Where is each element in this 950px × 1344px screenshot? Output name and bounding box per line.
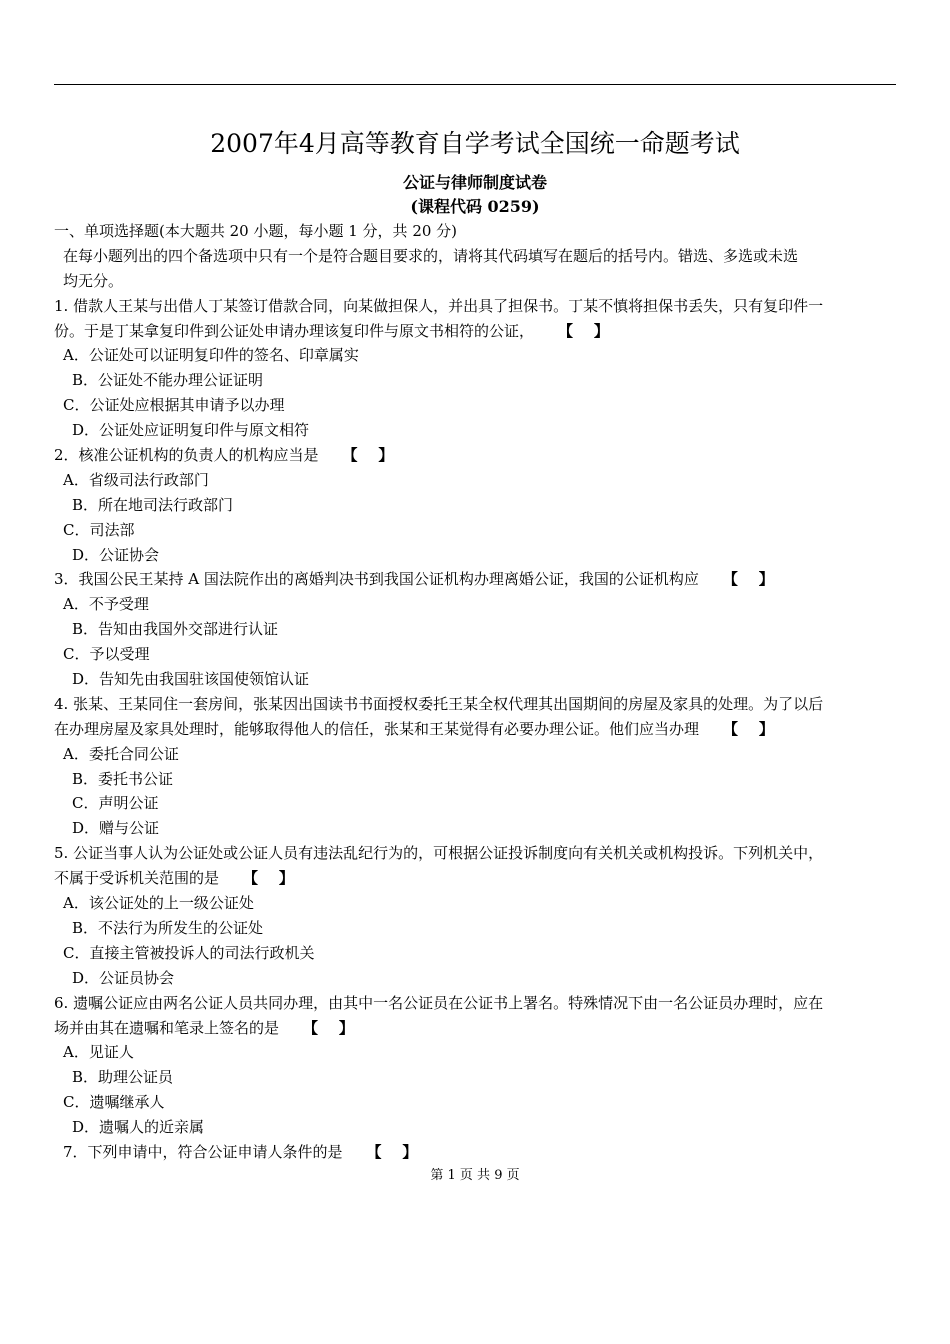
option: B．不法行为所发生的公证处 (72, 918, 264, 937)
option: A．该公证处的上一级公证处 (63, 894, 254, 913)
question-1-stem (54, 319, 902, 344)
question-3-text: 3．我国公民王某持 A 国法院作出的离婚判决书到我国公证机构办理离婚公证，我国的公证机构应 (54, 570, 699, 589)
answer-bracket: 【 】 (558, 321, 609, 340)
question-3-stem (54, 567, 902, 592)
question-1-stem: 1. 借款人王某与出借人丁某签订借款合同，向某做担保人，并出具了担保书。丁某不慎将担保书丢失，只有复印件一 (54, 296, 824, 315)
option: A．委托合同公证 (63, 744, 179, 763)
question-6-text: 场并由其在遗嘱和笔录上签名的是 (54, 1018, 280, 1037)
option: D．公证处应证明复印件与原文相符 (72, 421, 310, 440)
section-instruction: 在每小题列出的四个备选项中只有一个是符合题目要求的，请将其代码填写在题后的括号内。错选、多选或未选 (63, 246, 799, 265)
paper-subtitle: 公证与律师制度试卷 (402, 173, 547, 192)
exam-body (54, 219, 902, 1165)
answer-bracket: 【 】 (723, 719, 774, 738)
header-rule (54, 84, 896, 85)
question-6-stem: 6. 遗嘱公证应由两名公证人员共同办理，由其中一名公证员在公证书上署名。特殊情况下由一名公证员办理时，应在 (54, 993, 824, 1012)
answer-bracket: 【 】 (342, 446, 394, 465)
question-4-text: 在办理房屋及家具处理时，能够取得他人的信任，张某和王某觉得有必要办理公证。他们应当办理 (54, 719, 700, 738)
option: B．告知由我国外交部进行认证 (72, 620, 279, 639)
option: B．委托书公证 (72, 769, 174, 788)
option: D．公证协会 (72, 545, 160, 564)
option: D．公证员协会 (72, 968, 175, 987)
section-instruction: 均无分。 (63, 271, 124, 290)
question-7-stem (54, 1140, 902, 1165)
section-heading: 一、单项选择题(本大题共 20 小题，每小题 1 分，共 20 分) (54, 222, 458, 240)
option: D．遗嘱人的近亲属 (72, 1118, 205, 1137)
option: A．公证处可以证明复印件的签名、印章属实 (63, 346, 359, 365)
option: A．省级司法行政部门 (63, 470, 209, 489)
question-5-stem: 5. 公证当事人认为公证处或公证人员有违法乱纪行为的，可根据公证投诉制度向有关机关或机构投诉。下列机关中， (54, 844, 824, 863)
option: A．见证人 (63, 1043, 134, 1062)
option: A．不予受理 (63, 595, 149, 614)
option: C．声明公证 (72, 794, 159, 813)
question-5-stem (54, 866, 902, 891)
option: C．遗嘱继承人 (63, 1093, 165, 1112)
question-4-stem: 4. 张某、王某同住一套房间，张某因出国读书书面授权委托王某全权代理其出国期间的房屋及家具的处理。为了以后 (54, 694, 824, 713)
page-number: 第 1 页 共 9 页 (430, 1168, 520, 1183)
option: D．告知先由我国驻该国使领馆认证 (72, 670, 310, 689)
answer-bracket: 【 】 (303, 1018, 354, 1037)
question-7-text: 7．下列申请中，符合公证申请人条件的是 (63, 1142, 343, 1161)
exam-title: 2007年4月高等教育自学考试全国统一命题考试 (210, 129, 740, 158)
answer-bracket: 【 】 (722, 570, 774, 589)
option: B．公证处不能办理公证证明 (72, 371, 264, 390)
option: B．所在地司法行政部门 (72, 495, 234, 514)
answer-bracket: 【 】 (243, 869, 294, 888)
question-2-text: 2．核准公证机构的负责人的机构应当是 (54, 446, 319, 465)
option: C．予以受理 (63, 645, 150, 664)
option: C．司法部 (63, 520, 135, 539)
option: C．直接主管被投诉人的司法行政机关 (63, 943, 315, 962)
option: C．公证处应根据其申请予以办理 (63, 396, 285, 415)
course-code: (课程代码 0259) (410, 197, 540, 216)
answer-bracket: 【 】 (366, 1142, 418, 1161)
question-6-stem (54, 1016, 902, 1041)
question-4-stem (54, 717, 902, 742)
option: B．助理公证员 (72, 1068, 174, 1087)
question-1-text: 份。于是丁某拿复印件到公证处申请办理该复印件与原文书相符的公证， (54, 321, 535, 340)
question-5-text: 不属于受诉机关范围的是 (54, 869, 220, 888)
option: D．赠与公证 (72, 819, 160, 838)
question-2-stem (54, 443, 902, 468)
